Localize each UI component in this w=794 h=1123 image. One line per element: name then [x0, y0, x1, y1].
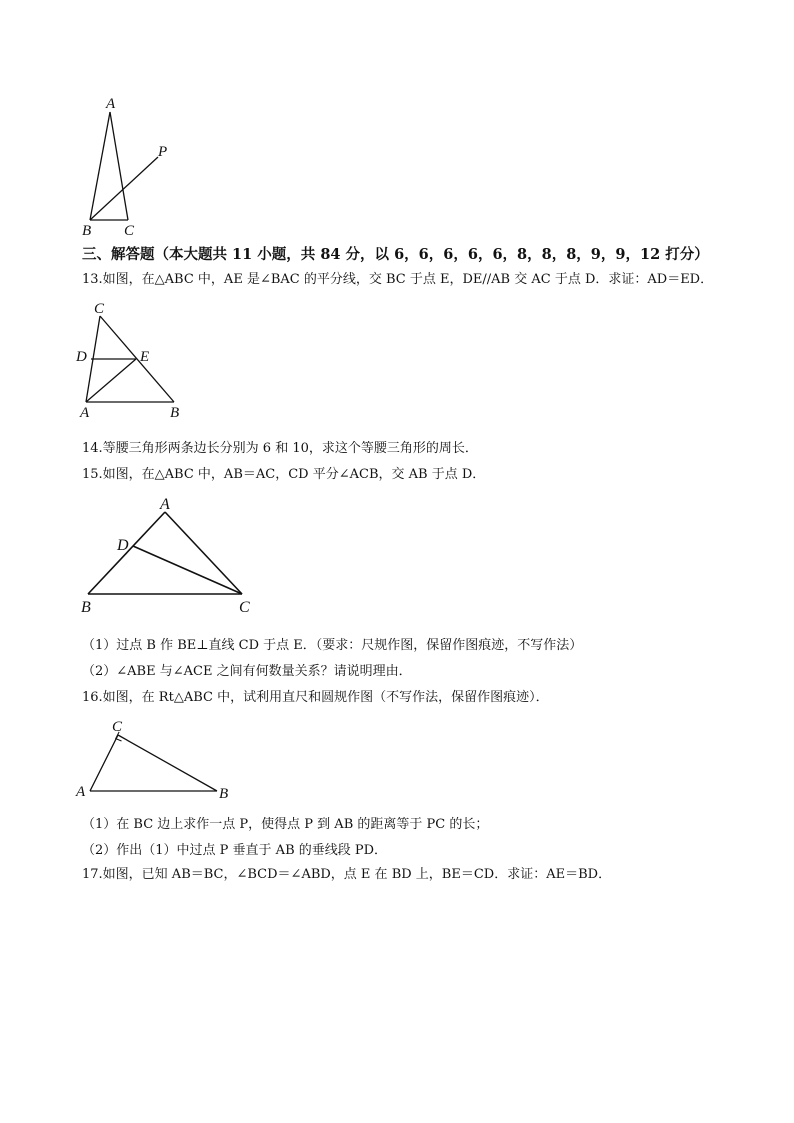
label-a: A — [80, 405, 90, 421]
segment-ac — [90, 735, 118, 791]
question-15-part-1: （1）过点 B 作 BE⊥直线 CD 于点 E．（要求：尺规作图，保留作图痕迹，不写作法） — [82, 638, 583, 653]
segment-cd — [133, 546, 242, 594]
figure-q15 — [76, 495, 266, 620]
label-a: A — [106, 96, 116, 112]
label-a: A — [76, 784, 86, 800]
question-15-part-2: （2）∠ABE 与∠ACE 之间有何数量关系？请说明理由． — [82, 664, 412, 679]
label-e: E — [140, 349, 150, 365]
segment-ac — [110, 112, 128, 220]
segment-cb — [118, 735, 217, 791]
segment-ac — [165, 512, 242, 594]
question-17: 17.如图，已知 AB＝BC，∠BCD＝∠ABD，点 E 在 BD 上，BE＝CD．求证：AE＝BD． — [82, 867, 612, 882]
question-16: 16.如图，在 Rt△ABC 中，试利用直尺和圆规作图（不写作法，保留作图痕迹）． — [82, 690, 549, 705]
label-d: D — [117, 537, 129, 554]
question-14: 14.等腰三角形两条边长分别为 6 和 10，求这个等腰三角形的周长． — [82, 441, 478, 456]
label-c: C — [124, 223, 135, 239]
figure-q16 — [72, 718, 242, 803]
label-c: C — [112, 719, 123, 735]
label-b: B — [82, 223, 92, 239]
label-c: C — [239, 599, 250, 616]
question-13: 13.如图，在△ABC 中，AE 是∠BAC 的平分线，交 BC 于点 E，DE//AB 交 AC 于点 D．求证：AD＝ED． — [82, 272, 714, 287]
label-d: D — [76, 349, 87, 365]
label-c: C — [94, 301, 105, 317]
label-a: A — [160, 496, 170, 513]
label-b: B — [81, 599, 91, 616]
question-15: 15.如图，在△ABC 中，AB＝AC，CD 平分∠ACB，交 AB 于点 D． — [82, 467, 486, 482]
label-p: P — [158, 144, 168, 160]
label-b: B — [170, 405, 180, 421]
segment-ae — [86, 359, 136, 402]
label-b: B — [219, 786, 229, 802]
section-heading: 三、解答题（本大题共 11 小题，共 84 分，以 6，6，6，6，6，8，8，8，9，9，12 打分） — [82, 246, 709, 263]
figure-triangle-abc-ray-bp — [78, 92, 188, 242]
question-16-part-1: （1）在 BC 边上求作一点 P，使得点 P 到 AB 的距离等于 PC 的长； — [82, 817, 489, 832]
question-16-part-2: （2）作出（1）中过点 P 垂直于 AB 的垂线段 PD． — [82, 843, 388, 858]
figure-q13 — [74, 298, 194, 423]
